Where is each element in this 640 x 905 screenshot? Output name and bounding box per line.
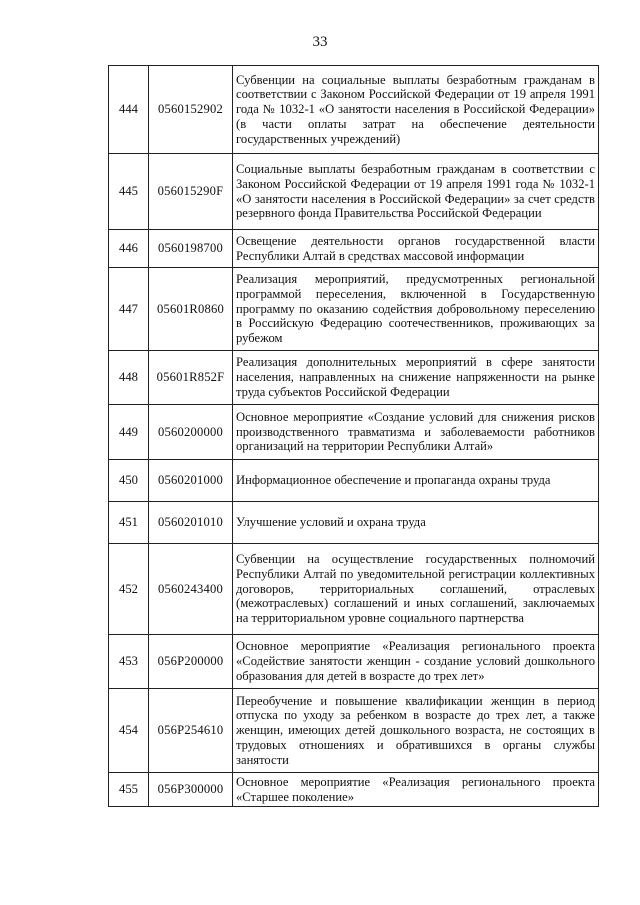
table-row — [109, 689, 599, 773]
table-row — [109, 66, 599, 154]
row-description: Субвенции на социальные выплаты безработным гражданам в соответствии с Законом Российской Федерации от 19 апреля 1991 года № 1032-1 «О занятости населения в Российской Федерации» (в части оплаты затрат на обеспечение деятельности государственных учреждений) — [233, 66, 599, 154]
row-number: 454 — [109, 689, 149, 773]
row-description: Переобучение и повышение квалификации женщин в период отпуска по уходу за ребенком в возрасте до трех лет, а также женщин, имеющих детей дошкольного возраста, не состоящих в трудовых отношениях и обратившихся в органы службы занятости — [233, 689, 599, 773]
table-row — [109, 635, 599, 689]
table-row — [109, 460, 599, 502]
row-number: 451 — [109, 502, 149, 544]
table-row — [109, 351, 599, 405]
row-description: Реализация мероприятий, предусмотренных региональной программой переселения, включенной в Государственную программу по оказанию содействия добровольному переселению в Российскую Федерацию соотечественников, проживающих за рубежом — [233, 268, 599, 351]
row-code: 056P254610 — [149, 689, 233, 773]
row-code: 056P300000 — [149, 773, 233, 807]
row-code: 0560198700 — [149, 230, 233, 268]
row-description: Социальные выплаты безработным гражданам в соответствии с Законом Российской Федерации от 19 апреля 1991 года № 1032-1 «О занятости населения в Российской Федерации» за счет средств резервного фонда Правительства Российской Федерации — [233, 154, 599, 230]
row-number: 448 — [109, 351, 149, 405]
row-description: Основное мероприятие «Реализация регионального проекта «Старшее поколение» — [233, 773, 599, 807]
row-code: 0560200000 — [149, 405, 233, 460]
table-row — [109, 268, 599, 351]
row-description: Основное мероприятие «Реализация регионального проекта «Содействие занятости женщин - создание условий дошкольного образования для детей в возрасте до трех лет» — [233, 635, 599, 689]
table-row — [109, 230, 599, 268]
row-number: 445 — [109, 154, 149, 230]
row-code: 05601R0860 — [149, 268, 233, 351]
table-row — [109, 502, 599, 544]
row-code: 0560201010 — [149, 502, 233, 544]
row-code: 0560243400 — [149, 544, 233, 635]
row-code: 05601R852F — [149, 351, 233, 405]
row-code: 0560201000 — [149, 460, 233, 502]
row-number: 449 — [109, 405, 149, 460]
row-number: 450 — [109, 460, 149, 502]
row-code: 056P200000 — [149, 635, 233, 689]
row-description: Улучшение условий и охрана труда — [233, 502, 599, 544]
table-row — [109, 544, 599, 635]
row-number: 447 — [109, 268, 149, 351]
row-description: Субвенции на осуществление государственных полномочий Республики Алтай по уведомительной регистрации коллективных договоров, территориальных соглашений, отраслевых (межотраслевых) соглашений и иных соглашений, заключаемых на территориальном уровне социального партнерства — [233, 544, 599, 635]
row-description: Реализация дополнительных мероприятий в сфере занятости населения, направленных на снижение напряженности на рынке труда субъектов Российской Федерации — [233, 351, 599, 405]
budget-classification-table — [108, 65, 599, 807]
row-description: Освещение деятельности органов государственной власти Республики Алтай в средствах массовой информации — [233, 230, 599, 268]
row-number: 444 — [109, 66, 149, 154]
row-code: 056015290F — [149, 154, 233, 230]
page-number: 33 — [312, 34, 328, 50]
row-number: 455 — [109, 773, 149, 807]
row-number: 452 — [109, 544, 149, 635]
row-number: 446 — [109, 230, 149, 268]
row-number: 453 — [109, 635, 149, 689]
table-row — [109, 154, 599, 230]
row-code: 0560152902 — [149, 66, 233, 154]
row-description: Основное мероприятие «Создание условий для снижения рисков производственного травматизма и заболеваемости работников организаций на территории Республики Алтай» — [233, 405, 599, 460]
table-row — [109, 405, 599, 460]
row-description: Информационное обеспечение и пропаганда охраны труда — [233, 460, 599, 502]
table-row — [109, 773, 599, 807]
